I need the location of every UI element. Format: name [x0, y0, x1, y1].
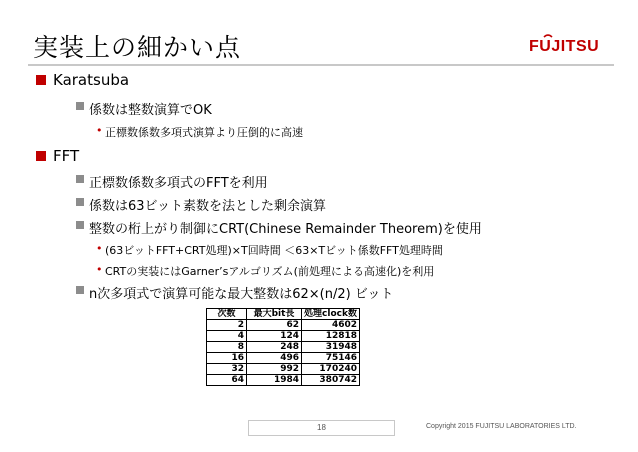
sub-bullet-max-integer: n次多項式で演算可能な最大整数は62×(n/2) ビット	[89, 283, 393, 302]
table-cell: 8	[207, 342, 247, 353]
table-cell: 1984	[247, 375, 302, 386]
page-title: 実装上の細かい点	[33, 33, 242, 62]
table-cell: 2	[207, 320, 247, 331]
table-cell: 380742	[302, 375, 360, 386]
page-number: 18	[248, 420, 395, 436]
table-cell: 124	[247, 331, 302, 342]
table-cell: 992	[247, 364, 302, 375]
column-header-degree: 次数	[207, 309, 247, 320]
table-cell: 62	[247, 320, 302, 331]
column-header-max-bits: 最大bit長	[247, 309, 302, 320]
red-square-bullet-icon	[36, 151, 46, 161]
table-cell: 248	[247, 342, 302, 353]
gray-square-bullet-icon	[76, 221, 84, 229]
table-cell: 75146	[302, 353, 360, 364]
gray-square-bullet-icon	[76, 102, 84, 110]
table-row	[207, 331, 360, 342]
table-row	[207, 375, 360, 386]
bullet-fft: FFT	[53, 147, 79, 165]
table-cell: 170240	[302, 364, 360, 375]
sub-bullet-fft-usage: 正標数係数多項式のFFTを利用	[89, 172, 268, 191]
table-cell: 16	[207, 353, 247, 364]
table-cell: 4602	[302, 320, 360, 331]
svg-text:FUJITSU: FUJITSU	[529, 38, 599, 55]
table-cell: 496	[247, 353, 302, 364]
gray-square-bullet-icon	[76, 198, 84, 206]
table-cell: 31948	[302, 342, 360, 353]
red-square-bullet-icon	[36, 75, 46, 85]
table-header-row	[207, 309, 360, 320]
table-row	[207, 342, 360, 353]
sub-bullet-integer-coeffs: 係数は整数演算でOK	[89, 99, 212, 118]
title-divider	[28, 64, 614, 66]
copyright-notice: Copyright 2015 FUJITSU LABORATORIES LTD.	[426, 423, 577, 430]
table-cell: 64	[207, 375, 247, 386]
table-row	[207, 353, 360, 364]
table-cell: 32	[207, 364, 247, 375]
red-dot-bullet-icon: •	[96, 263, 103, 276]
table-row	[207, 364, 360, 375]
detail-bullet-faster: • 正標数係数多項式演算より圧倒的に高速	[96, 124, 303, 139]
table-cell: 12818	[302, 331, 360, 342]
performance-table	[206, 308, 360, 386]
bullet-karatsuba: Karatsuba	[53, 71, 129, 89]
detail-bullet-garner: • CRTの実装にはGarner’sアルゴリズム(前処理による高速化)を利用	[96, 263, 435, 278]
table-row	[207, 320, 360, 331]
fujitsu-logo	[529, 34, 599, 56]
red-dot-bullet-icon: •	[96, 124, 103, 137]
sub-bullet-modular-arith: 係数は63ビット素数を法とした剰余演算	[89, 195, 326, 214]
table-cell: 4	[207, 331, 247, 342]
sub-bullet-crt: 整数の桁上がり制御にCRT(Chinese Remainder Theorem)を使用	[89, 218, 482, 237]
detail-bullet-time: • (63ビットFFT+CRT処理)×T回時間 ＜63×Tビット係数FFT処理時間	[96, 242, 443, 257]
gray-square-bullet-icon	[76, 286, 84, 294]
red-dot-bullet-icon: •	[96, 242, 103, 255]
column-header-clocks: 処理clock数	[302, 309, 360, 320]
gray-square-bullet-icon	[76, 175, 84, 183]
